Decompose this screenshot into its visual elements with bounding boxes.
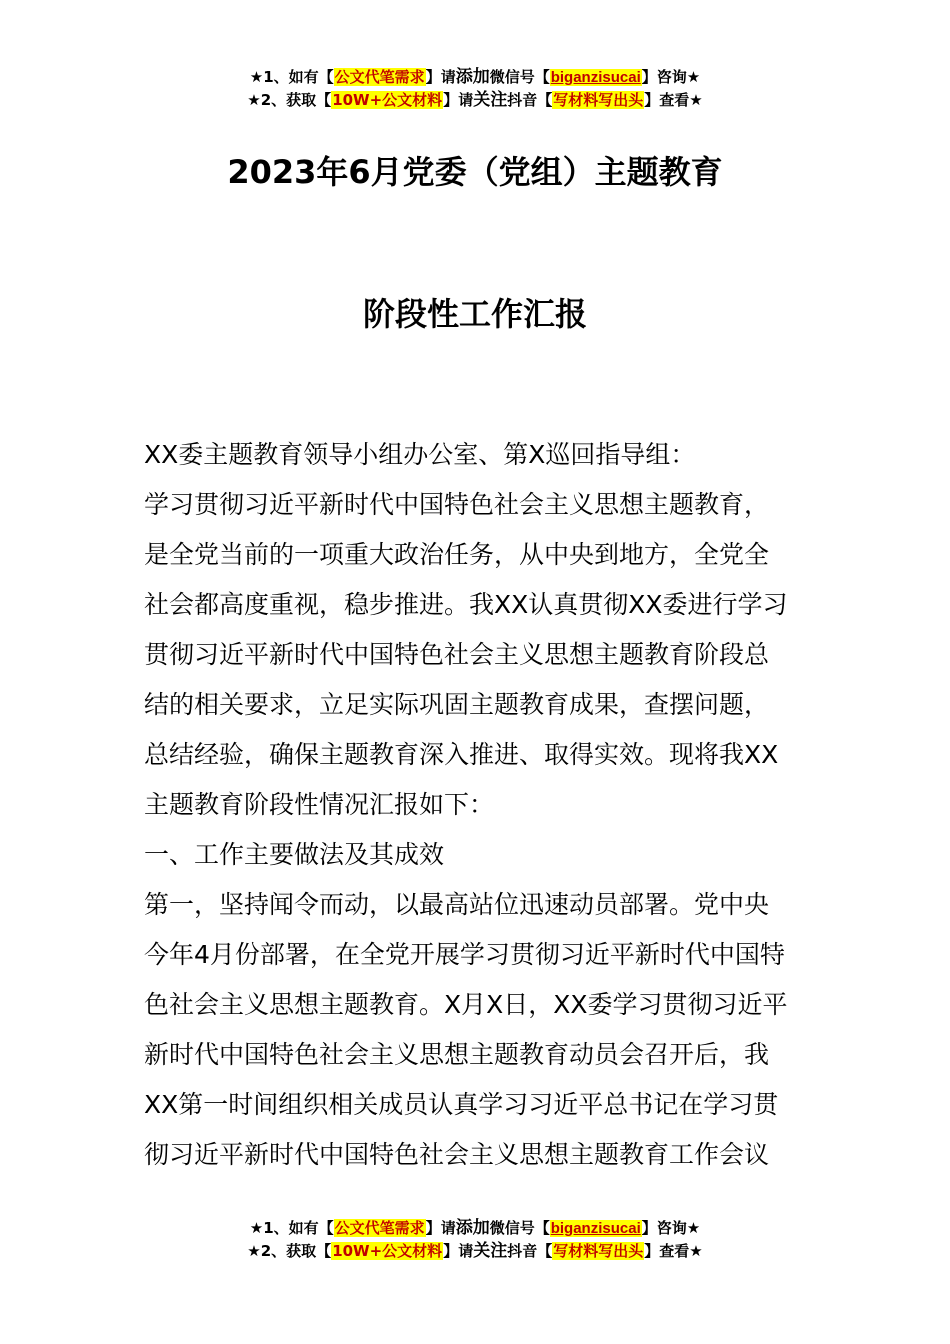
footer-banner: [0, 1217, 950, 1263]
paragraph: 学习贯彻习近平新时代中国特色社会主义思想主题教育， 是全党当前的一项重大政治任务，从中央到地方，全党全 社会都高度重视，稳步推进。我XX认真贯彻XX委进行学习 贯彻习近平新时代中国特色社会主义思想主题教育阶段总 结的相关要求，立足实际巩固主题教育成果，查摆问题， 总结经验，确保主题教育深入推进、取得实效。现将我XX 主题教育阶段性情况汇报如下：: [144, 490, 788, 819]
banner-text: 微信号【: [489, 1219, 550, 1237]
banner-text: 微信号【: [489, 68, 550, 86]
banner-emphasis: 添加: [455, 67, 490, 87]
banner-line-2: [0, 89, 950, 112]
banner-text: ★1、如有【: [249, 68, 334, 86]
banner-text: ★2、获取【: [247, 1242, 332, 1260]
highlight-service: 公文代笔需求: [334, 68, 425, 86]
banner-text: 】请: [443, 1242, 474, 1260]
banner-text: 】查看★: [644, 91, 703, 109]
banner-text: 】咨询★: [641, 68, 701, 86]
highlight-service: 公文代笔需求: [334, 1219, 425, 1237]
banner-text: ★1、如有【: [249, 1219, 334, 1237]
banner-text: 】请: [425, 68, 456, 86]
banner-line-1: [0, 66, 950, 89]
banner-emphasis: 添加: [455, 1218, 490, 1238]
banner-line-1: [0, 1217, 950, 1240]
banner-text: ★2、获取【: [247, 91, 332, 109]
banner-text: 】请: [425, 1219, 456, 1237]
banner-text: 抖音【: [507, 1242, 553, 1260]
banner-text: 抖音【: [507, 91, 553, 109]
banner-text: 】咨询★: [641, 1219, 701, 1237]
paragraph: 第一，坚持闻令而动，以最高站位迅速动员部署。党中央 今年4月份部署，在全党开展学习贯彻习近平新时代中国特 色社会主义思想主题教育。X月X日，XX委学习贯彻习近平 新时代中国特色社会主义思想主题教育动员会召开后，我 XX第一时间组织相关成员认真学习习近平总书记在学习贯 彻习近平新时代中国特色社会主义思想主题教育工作会议: [144, 890, 788, 1169]
document-title-line-1: 2023年6月党委（党组）主题教育: [227, 153, 723, 191]
banner-text: 】查看★: [644, 1242, 703, 1260]
highlight-materials: 10W+公文材料: [332, 91, 443, 109]
banner-text: 】请: [443, 91, 474, 109]
section-heading: 一、工作主要做法及其成效: [144, 840, 445, 869]
douyin-account: 写材料写出头: [553, 91, 644, 109]
douyin-account: 写材料写出头: [553, 1242, 644, 1260]
salutation: XX委主题教育领导小组办公室、第X巡回指导组：: [144, 440, 696, 469]
highlight-materials: 10W+公文材料: [332, 1242, 443, 1260]
banner-emphasis: 关注: [473, 1241, 508, 1261]
wechat-id-link[interactable]: biganzisucai: [550, 69, 641, 86]
banner-line-2: [0, 1240, 950, 1263]
wechat-id-link[interactable]: biganzisucai: [550, 1220, 641, 1237]
document-body: [144, 430, 809, 1180]
document-title-line-2: 阶段性工作汇报: [362, 295, 587, 333]
header-banner: [0, 66, 950, 112]
banner-emphasis: 关注: [473, 90, 508, 110]
